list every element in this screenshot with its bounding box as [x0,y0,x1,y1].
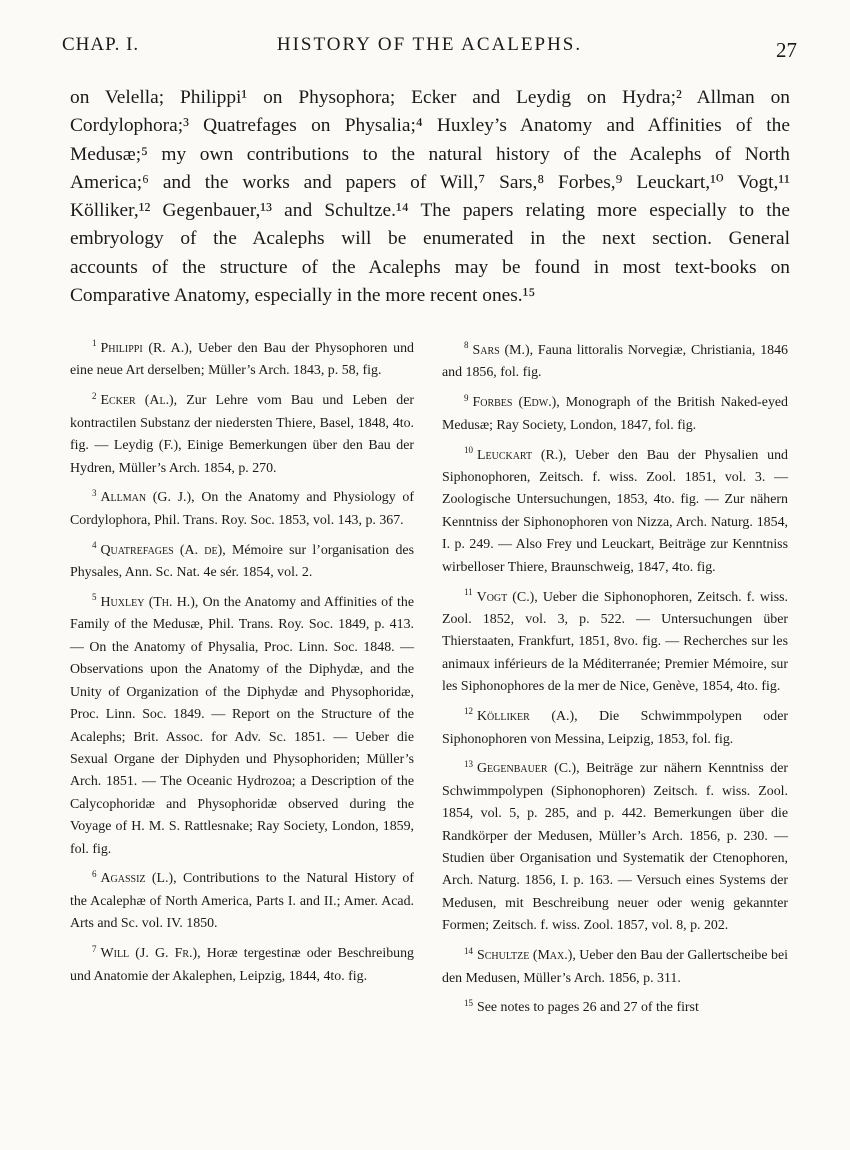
footnote-number: 7 [92,943,97,954]
footnote-text: Die Schwimmpolypen oder Siphonophoren von Messina, Leipzig, 1853, fol. fig. [442,709,788,747]
footnote-author: Sars (M.), [472,343,534,358]
paragraph-line: on Velella; Philippi¹ on Physophora; Ecker and Leydig on Hydra;² Allman on [70,87,790,108]
footnote-author: Vogt (C.), [476,589,538,605]
footnote [442,997,788,1019]
footnote-author: Forbes (Edw.), [472,395,560,411]
footnote-author: Quatrefages (A. de), [100,542,226,558]
footnote [442,392,788,437]
footnote-number: 15 [464,997,473,1008]
footnote [70,390,414,480]
footnote-author: Kölliker (A.), [477,709,578,725]
chapter-label: CHAP. I. [62,34,140,55]
paragraph-line: Kölliker,¹² Gegenbauer,¹³ and Schultze.¹⁴ The papers relating more especially to the [70,200,790,222]
footnote-author: Gegenbauer (C.), [477,761,580,777]
footnote-author: Philippi (R. A.), [100,341,193,356]
footnote-text: On the Anatomy and Affinities of the Family of the Medusæ, Phil. Trans. Roy. Soc. 1849, p. 413. — On the Anatomy of Physalia, Proc. Linn. Soc. 1848. — Observations upon the Anatomy of the Diphydæ, and the Unity of Organization of the Diphydæ and Physophoridæ, Proc. Linn. Soc. 1849. — Report on the Structure of the Acalephs; Brit. Assoc. for Adv. Sc. 1851. — Ueber die Sexual Organe der Diphyden und Physophoriden; Müller’s Arch. 1851. — The Oceanic Hydrozoa; a Description of the Calycophoridæ and Physophoridæ observed during the Voyage of H. M. S. Rattlesnake; Ray Society, London, 1859, fol. fig. [70,595,414,857]
paragraph-line: America;⁶ and the works and papers of Will,⁷ Sars,⁸ Forbes,⁹ Leuckart,¹⁰ Vogt,¹¹ [70,171,790,193]
footnote-text: Horæ tergestinæ oder Beschreibung und Anatomie der Akalephen, Leipzig, 1844, 4to. fig. [70,946,414,984]
footnotes-left-column [70,338,414,995]
running-title: HISTORY OF THE ACALEPHS. [276,34,583,55]
footnote [70,868,414,935]
paragraph-line: accounts of the structure of the Acalephs may be found in most text-books on [70,256,790,278]
footnote [442,587,788,699]
footnote [442,445,788,579]
paragraph-line: embryology of the Acalephs will be enumerated in the next section. General [70,228,790,250]
footnote-number: 5 [92,592,97,603]
footnote-text: See notes to pages 26 and 27 of the first [477,1000,699,1016]
page-number: 27 [776,38,797,62]
footnote-number: 3 [92,487,97,498]
footnote-number: 6 [92,868,97,879]
footnote-number: 9 [464,392,469,403]
footnote-author: Will (J. G. Fr.), [100,946,201,962]
footnote-number: 14 [464,945,473,956]
footnote [70,487,414,532]
footnote-number: 12 [464,706,473,717]
footnote-number: 10 [464,445,473,455]
footnote-text: Ueber den Bau der Physophoren und eine neue Art derselben; Müller’s Arch. 1843, p. 58, fig. [70,341,414,379]
footnote-text: Ueber die Siphonophoren, Zeitsch. f. wiss. Zool. 1852, vol. 3, p. 522. — Untersuchungen über Thierstaaten, Frankfurt, 1851, 8vo. fig. — Recherches sur les animaux inférieurs de la Méditerranée; Premier Mémoire, sur les Siphonophores de la mer de Nice, Genève, 1854, 4to. fig. [442,589,788,695]
main-paragraph [70,84,790,310]
footnote-author: Agassiz (L.), [100,871,177,887]
footnote [70,540,414,585]
footnote-text: Mémoire sur l’organisation des Physales, Ann. Sc. Nat. 4e sér. 1854, vol. 2. [70,542,414,581]
footnote [70,592,414,861]
paragraph-line: Comparative Anatomy, especially in the more recent ones.¹⁵ [70,285,536,307]
footnote [70,338,414,383]
footnote-author: Ecker (Al.), [100,393,178,409]
footnotes-right-column [442,340,788,1027]
footnote [442,945,788,990]
paragraph-line: Medusæ;⁵ my own contributions to the natural history of the Acalephs of North [70,143,790,165]
running-header [62,34,797,64]
footnote-author: Allman (G. J.), [100,490,195,506]
footnote-text: Zur Lehre vom Bau und Leben der kontractilen Substanz der niedersten Thiere, Basel, 1848, 4to. fig. — Leydig (F.), Einige Bemerkungen über den Bau der Hydren, Müller’s Arch. 1854, p. 270. [70,393,415,476]
footnote-author: Huxley (Th. H.), [100,595,199,611]
footnote-author: Schultze (Max.), [477,948,576,964]
footnote-number: 8 [464,340,469,351]
footnote-text: Ueber den Bau der Gallertscheibe bei den Medusen, Müller’s Arch. 1856, p. 311. [442,948,788,986]
footnote-number: 11 [464,586,473,597]
footnote-text: Fauna littoralis Norvegiæ, Christiania, 1846 and 1856, fol. fig. [442,343,788,381]
footnote [70,943,414,988]
footnote [442,340,788,385]
footnote-text: On the Anatomy and Physiology of Cordylophora, Phil. Trans. Roy. Soc. 1853, vol. 143, p. 367. [70,490,414,528]
footnote-text: Contributions to the Natural History of the Acalephæ of North America, Parts I. and II.; Amer. Acad. Arts and Sc. vol. IV. 1850. [70,871,414,932]
footnote-number: 13 [464,758,473,769]
paragraph-line: Cordylophora;³ Quatrefages on Physalia;⁴ Huxley’s Anatomy and Affinities of the [70,115,790,137]
footnote-author: Leuckart (R.), [477,447,567,463]
footnote-text: Beiträge zur nähern Kenntniss der Schwimmpolypen (Siphonophoren) Zeitsch. f. wiss. Zool. 1854, vol. 5, p. 285, and p. 442. Bemerkungen über die Randkörper der Medusen, Müller’s Arch. 1856, p. 230. — Studien über Organisation und Systematik der Ctenophoren, Arch. Naturg. 1856, I. p. 163. — Versuch eines Systems der Medusen, mit Beschreibung neuer oder wenig gekannter Formen; Zeitsch. f. wiss. Zool. 1857, vol. 8, p. 202. [442,761,788,934]
footnote-number: 2 [92,390,97,401]
footnote [442,706,788,751]
footnote [442,758,788,937]
footnote-number: 1 [92,338,97,349]
footnote-text: Monograph of the British Naked-eyed Medusæ; Ray Society, London, 1847, fol. fig. [442,395,788,433]
footnote-number: 4 [92,540,97,551]
footnote-text: Ueber den Bau der Physalien und Siphonophoren, Zeitsch. f. wiss. Zool. 1851, vol. 3. — Zoologische Untersuchungen, 1853, 4to. fig. — Zur nähern Kenntniss der Siphonophoren von Nizza, Arch. Naturg. 1854, I. p. 249. — Also Frey und Leuckart, Beiträge zur Kenntniss wirbelloser Thiere, Braunschweig, 1847, 4to. fig. [442,447,788,575]
